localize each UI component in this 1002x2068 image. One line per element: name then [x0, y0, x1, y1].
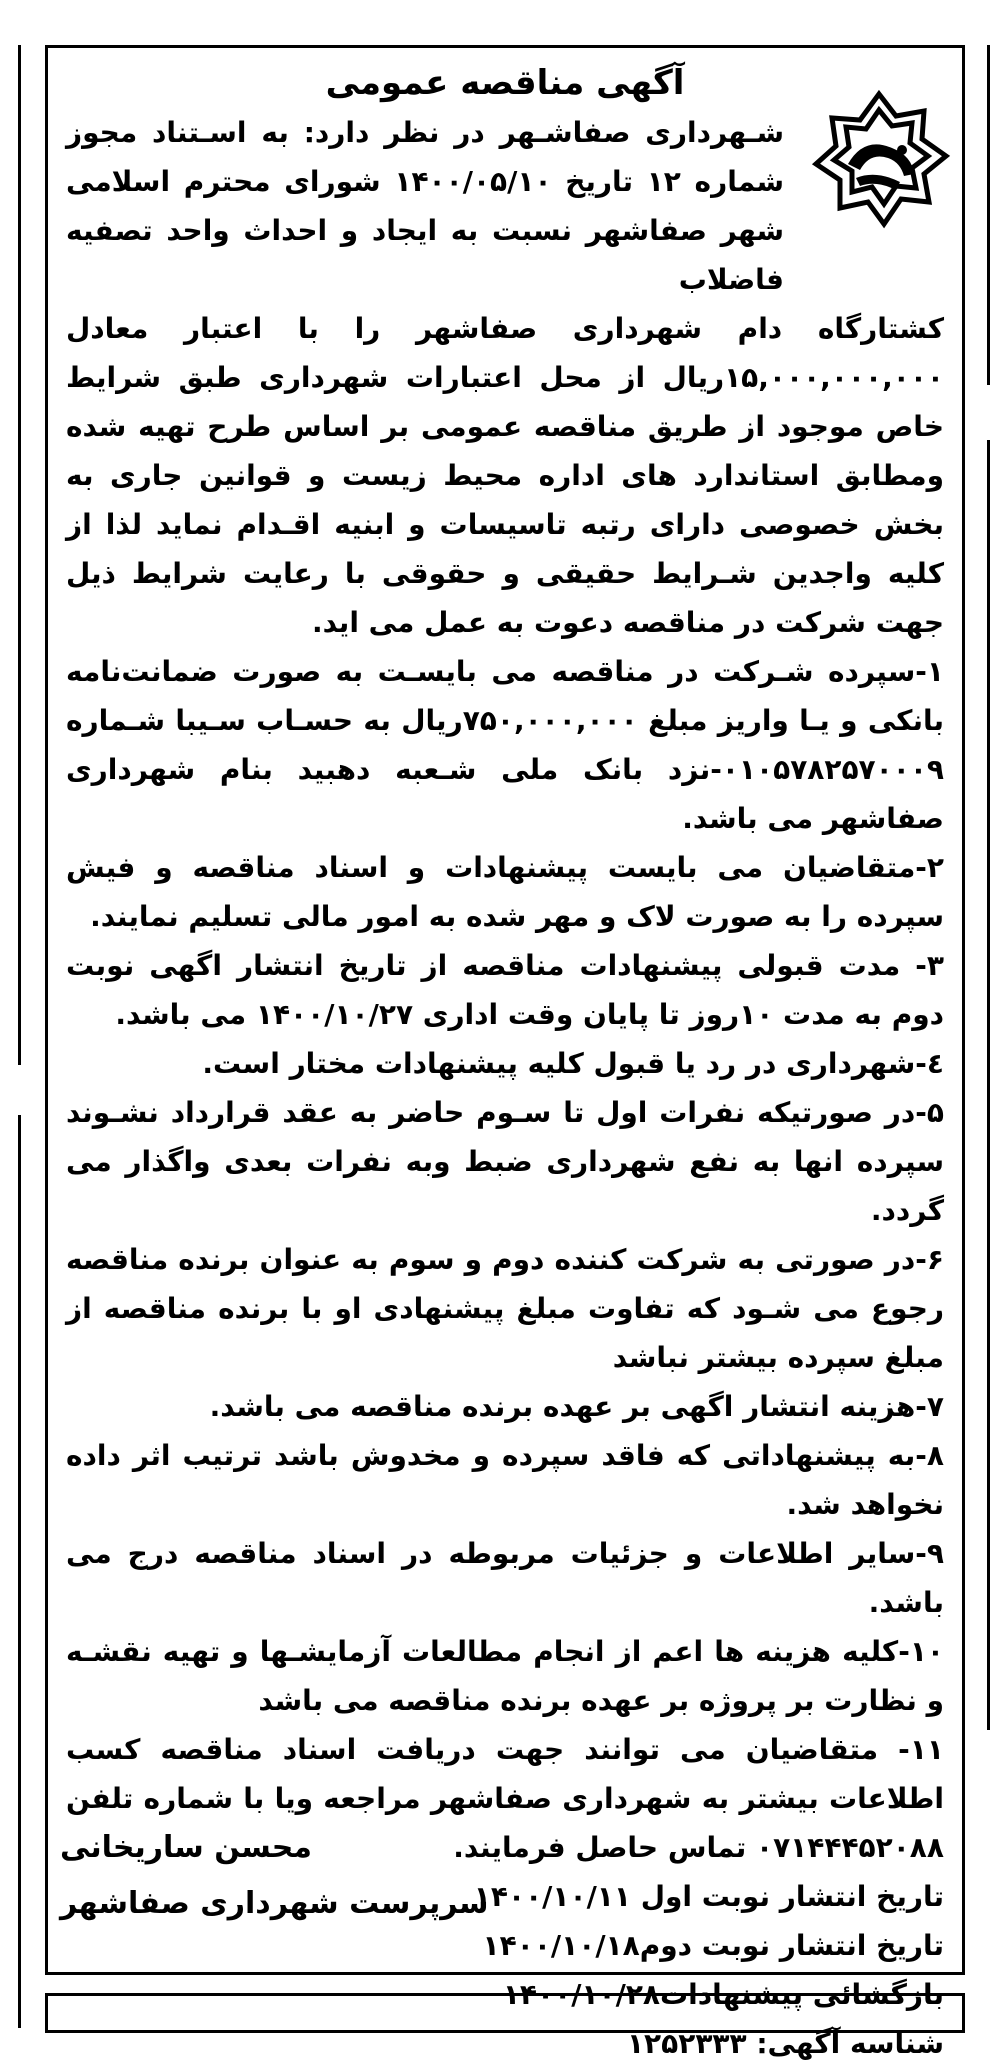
condition-item: ۹-سایر اطلاعات و جزئیات مربوطه در اسناد مناقصه درج می باشد.: [66, 1537, 944, 1619]
condition-item: ٤-شهرداری در رد یا قبول کلیه پیشنهادات مختار است.: [202, 1047, 944, 1080]
condition-item: ۱۰-کلیه هزینه ها اعم از انجام مطالعات آزمایشـها و تهیه نقشـه و نظارت بر پروژه بر عهده برنده مناقصه می باشد: [66, 1635, 944, 1717]
adjacent-column-left-top: [0, 45, 21, 1065]
second-publish-date: تاریخ انتشار نوبت دوم۱۴۰۰/۱۰/۱۸: [482, 1929, 944, 1962]
signer-title: سرپرست شهرداری صفاشهر: [60, 1886, 489, 1921]
adjacent-column-right-bottom: [987, 440, 1002, 1730]
bid-opening-date: بازگشائی پیشنهادات۱۴۰۰/۱۰/۲۸: [502, 1978, 944, 2011]
intro-paragraph-rest: کشتارگاه دام شهرداری صفاشهر را با اعتبار معادل ۱۵,۰۰۰,۰۰۰,۰۰۰ریال از محل اعتبارات شهرداری طبق شرایط خاص موجود از طریق مناقصه عمومی بر اساس طرح تهیه شده ومطابق استاندارد های اداره محیط زیست و قوانین جاری به بخش خصوصی دارای رتبه تاسیسات و ابنیه اقـدام نماید لذا از کلیه واجدین شـرایط حقیقی و حقوقی با رعایت شرایط ذیل جهت شرکت در مناقصه دعوت به عمل می اید.: [66, 312, 944, 639]
condition-item: ۷-هزینه انتشار اگهی بر عهده برنده مناقصه می باشد.: [209, 1390, 944, 1423]
first-publish-date: تاریخ انتشار نوبت اول ۱۴۰۰/۱۰/۱۱: [473, 1880, 944, 1913]
signer-name: محسن ساریخانی: [60, 1830, 312, 1865]
condition-item: ۳- مدت قبولی پیشنهادات مناقصه از تاریخ انتشار اگهی نوبت دوم به مدت ۱۰روز تا پایان وقت اداری ۱۴۰۰/۱۰/۲۷ می باشد.: [66, 949, 944, 1031]
tender-notice: [45, 45, 965, 2060]
condition-item: ۱۱- متقاضیان می توانند جهت دریافت اسناد مناقصه کسب اطلاعات بیشتر به شهرداری صفاشهر مراجعه ویا با شماره تلفن ۰۷۱۴۴۴۵۲۰۸۸ تماس حاصل فرمایند.: [66, 1733, 944, 1864]
notice-title: آگهی مناقصه عمومی: [325, 63, 685, 103]
condition-item: ۱-سپرده شـرکت در مناقصه می بایسـت به صورت ضمانت‌نامه بانکی و یـا واریز مبلغ ۷۵۰,۰۰۰,۰۰۰ریال به حسـاب سـیبا شـماره ۰۱۰۵۷۸۲۵۷۰۰۰۹-نزد بانک ملی شـعبه دهبید بنام شهرداری صفاشهر می باشد.: [66, 655, 944, 835]
signature-block: [60, 1820, 488, 1932]
intro-paragraph-head: شـهرداری صفاشـهر در نظر دارد: به اسـتناد مجوز شماره ۱۲ تاریخ ۱۴۰۰/۰۵/۱۰ شورای محترم اسلامی شهر صفاشهر نسبت به ایجاد و احداث واحد تصفیه فاضلاب: [66, 116, 785, 296]
notice-id: شناسه آگهی: ۱۲۵۲۳۳۳: [626, 2027, 944, 2060]
condition-item: ۸-به پیشنهاداتی که فاقد سپرده و مخدوش باشد ترتیب اثر داده نخواهد شد.: [66, 1439, 944, 1521]
adjacent-column-right-top: [987, 45, 1002, 385]
notice-body: [66, 108, 944, 2068]
next-notice-box: [45, 1993, 965, 2033]
condition-item: ۲-متقاضیان می بایست پیشنهادات و اسناد مناقصه و فیش سپرده را به صورت لاک و مهر شده به امور مالی تسلیم نمایند.: [66, 851, 944, 933]
condition-item: ۵-در صورتیکه نفرات اول تا سـوم حاضر به عقد قرارداد نشـوند سپرده انها به نفع شهرداری ضبط وبه نفرات بعدی واگذار می گردد.: [66, 1096, 944, 1227]
condition-item: ۶-در صورتی به شرکت کننده دوم و سوم به عنوان برنده مناقصه رجوع می شـود که تفاوت مبلغ پیشنهادی او با برنده مناقصه از مبلغ سپرده بیشتر نباشد: [66, 1243, 944, 1374]
adjacent-column-left-bottom: [0, 1115, 21, 2028]
